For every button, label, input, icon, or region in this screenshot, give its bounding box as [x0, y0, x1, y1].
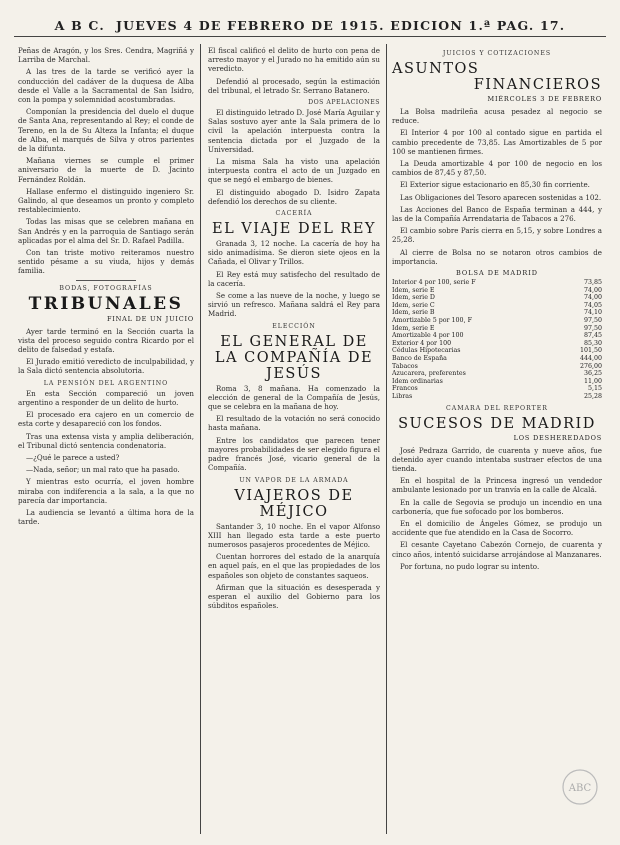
paragraph: Peñas de Aragón, y los Sres. Cendra, Magriñá y Larriba de Marchal.: [18, 46, 194, 65]
bolsa-row: [392, 309, 602, 317]
paragraph: Roma 3, 8 mañana. Ha comenzado la elección de general de la Compañía de Jesús, que se celebra en la mañana de hoy.: [208, 383, 380, 412]
bolsa-label: Idem, serie C: [392, 301, 435, 309]
column-1: [18, 46, 194, 529]
bolsa-row: [392, 363, 602, 371]
bolsa-label: Francos: [392, 385, 418, 393]
bolsa-row: [392, 370, 602, 378]
section-kicker: DOS APELACIONES: [308, 99, 380, 107]
bolsa-row: [392, 347, 602, 355]
paragraph: Y mientras esto ocurría, el joven hombre miraba con indiferencia a la sala, a la que no parecía dar importancia.: [18, 477, 194, 505]
bolsa-row: [392, 385, 602, 393]
paragraph: En el domicilio de Ángeles Gómez, se produjo un accidente que fue atendido en la Casa de Socorro.: [392, 518, 602, 538]
bolsa-label: Idem, serie B: [392, 309, 435, 317]
paragraph: Afirman que la situación es desesperada y esperan el auxilio del Gobierno para los súbditos españoles.: [208, 582, 380, 611]
bolsa-label: Idem, serie E: [392, 324, 435, 332]
financieros-headline: FINANCIEROS: [473, 77, 602, 93]
tribunales-subhead: FINAL DE UN JUICIO: [106, 314, 194, 323]
header-edition: EDICION 1.ª: [390, 18, 492, 33]
paragraph: La Bolsa madrileña acusa pesadez al negocio se reduce.: [392, 107, 602, 126]
paragraph: A las tres de la tarde se verificó ayer la conducción del cadáver de la duquesa de Alba desde el Valle a la Sacramental de San Isidro, con la pompa y solemnidad acostumbradas.: [18, 67, 194, 105]
paragraph: Todas las misas que se celebren mañana en San Andrés y en la parroquia de Santiago serán aplicadas por el alma del Sr. D. Rafael Padilla.: [18, 217, 194, 245]
page-header: [0, 18, 620, 33]
bolsa-label: Amortizable 5 por 100, F: [392, 317, 472, 325]
bolsa-value: 25,28: [583, 392, 602, 400]
bolsa-row: [392, 294, 602, 302]
paragraph: Las Obligaciones del Tesoro aparecen sostenidas a 102.: [400, 192, 602, 202]
general-headline: EL GENERAL DE LA COMPAÑÍA DE JESÚS: [214, 333, 374, 382]
paragraph: El Interior 4 por 100 al contado sigue en partida el cambio precedente de 73,85. Las Amortizables de 5 por 100 se mantienen firmes.: [392, 128, 602, 156]
header-rule: [14, 36, 606, 37]
header-date: JUEVES 4 DE FEBRERO DE 1915.: [116, 18, 385, 33]
paragraph: El distinguido letrado D. José María Aguilar y Salas sostuvo ayer ante la Sala primera de lo civil la apelación interpuesta contra la sentencia dictada por el Juzgado de la Universidad.: [208, 108, 380, 154]
paragraph: El Exterior sigue estacionario en 85,30 fin corriente.: [400, 180, 590, 190]
bolsa-value: 87,45: [583, 332, 602, 340]
section-kicker: JUICIOS Y COTIZACIONES: [442, 50, 552, 57]
paragraph: El cesante Cayetano Cabezón Cornejo, de cuarenta y cinco años, intentó suicidarse arrojándose al Manzanares.: [392, 540, 602, 559]
paragraph: Cuentan horrores del estado de la anarquía en aquel país, en el que las propiedades de los españoles son objeto de constantes saqueos.: [208, 552, 380, 580]
bolsa-label: Azucarera, preferentes: [392, 370, 466, 378]
paragraph: Se come a las nueve de la noche, y luego se sirvió un refresco. Mañana saldrá el Rey para Madrid.: [208, 291, 380, 319]
paragraph: El fiscal calificó el delito de hurto con pena de arresto mayor y el Jurado no ha emitido aún su veredicto.: [208, 46, 380, 74]
paragraph: La misma Sala ha visto una apelación interpuesta contra el acto de un Juzgado en que se negó el embargo de bienes.: [208, 157, 380, 185]
bolsa-value: 101,50: [579, 347, 602, 355]
column-divider-1: [200, 44, 201, 834]
section-kicker: ELECCIÓN: [272, 322, 316, 330]
tribunales-headline: TRIBUNALES: [28, 293, 184, 314]
bolsa-title: BOLSA DE MADRID: [455, 269, 538, 278]
sucesos-headline: SUCESOS DE MADRID: [398, 415, 596, 432]
paragraph: Granada 3, 12 noche. La cacería de hoy ha sido animadísima. Se dieron siete ojeos en la Cañada, el Olivar y Trillos.: [208, 239, 380, 267]
bolsa-label: Cédulas Hipotecarias: [392, 347, 461, 355]
header-page: PAG. 17.: [496, 18, 566, 33]
paragraph: El Jurado emitió veredicto de inculpabilidad, y la Sala dictó sentencia absolutoria.: [18, 357, 194, 376]
paragraph: Hallase enfermo el distinguido ingeniero Sr. Galindo, al que deseamos un pronto y completo restablecimiento.: [18, 186, 194, 215]
paragraph: Santander 3, 10 noche. En el vapor Alfonso XIII han llegado esta tarde a este puerto numerosos pasajeros procedentes de Méjico.: [208, 521, 380, 549]
paragraph: El distinguido abogado D. Isidro Zapata defendió los derechos de su cliente.: [208, 187, 380, 206]
masthead: A B C.: [54, 18, 105, 33]
bolsa-label: Idem ordinarias: [392, 377, 443, 385]
bolsa-value: 73,85: [583, 279, 602, 287]
bolsa-row: [392, 355, 602, 363]
paragraph: En esta Sección compareció un joven argentino a responder de un delito de hurto.: [18, 388, 194, 407]
section-kicker: LA PENSIÓN DEL ARGENTINO: [43, 379, 169, 387]
bolsa-table: [392, 279, 602, 401]
paragraph: Al cierre de Bolsa no se notaron otros cambios de importancia.: [392, 247, 602, 266]
bolsa-value: 5,15: [587, 385, 602, 393]
paragraph: José Pedraza Garrido, de cuarenta y nueve años, fue detenido ayer cuando intentaba sustraer efectos de una tienda.: [392, 445, 602, 473]
paragraph: Mañana viernes se cumple el primer aniversario de la muerte de D. Jacinto Fernández Roldán.: [18, 156, 194, 184]
column-divider-2: [386, 44, 387, 834]
bolsa-value: 74,05: [583, 301, 602, 309]
bolsa-row: [392, 287, 602, 295]
viajeros-headline: VIAJEROS DE MÉJICO: [234, 487, 354, 520]
paragraph: —Nada, señor; un mal rato que ha pasado.: [26, 465, 180, 475]
paragraph: —¿Qué le parece a usted?: [26, 452, 120, 462]
paragraph: Con tan triste motivo reiteramos nuestro sentido pésame a su viuda, hijos y demás familia.: [18, 248, 194, 276]
bolsa-label: Interior 4 por 100, serie F: [392, 279, 476, 287]
bolsa-row: [392, 325, 602, 333]
bolsa-label: Banco de España: [392, 354, 447, 362]
bolsa-row: [392, 340, 602, 348]
section-kicker: CACERÍA: [275, 210, 313, 218]
bolsa-row: [392, 393, 602, 401]
bolsa-label: Idem, serie D: [392, 294, 435, 302]
bolsa-value: 74,10: [583, 309, 602, 317]
paragraph: El resultado de la votación no será conocido hasta mañana.: [208, 414, 380, 433]
seal-text: ABC: [568, 783, 592, 794]
bolsa-value: 444,00: [579, 354, 602, 362]
bolsa-value: 97,50: [583, 324, 602, 332]
paragraph: La Deuda amortizable 4 por 100 de negocio en los cambios de 87,45 y 87,50.: [392, 159, 602, 178]
paragraph: Tras una extensa vista y amplia deliberación, el Tribunal dictó sentencia condenatoria.: [18, 431, 194, 450]
bolsa-label: Libras: [392, 392, 413, 400]
bolsa-value: 11,00: [583, 377, 602, 385]
section-kicker: BODAS, FOTOGRAFÍAS: [59, 284, 153, 292]
bolsa-value: 36,25: [583, 370, 602, 378]
section-kicker: UN VAPOR DE LA ARMADA: [239, 476, 349, 484]
paragraph: Ayer tarde terminó en la Sección cuarta la vista del proceso seguido contra Ricardo por el delito de falsedad y estafa.: [18, 326, 194, 355]
paragraph: En la calle de Segovia se produjo un incendio en una carbonería, que fue sofocado por los bomberos.: [392, 497, 602, 516]
column-3: [392, 46, 602, 574]
bolsa-label: Amortizable 4 por 100: [392, 332, 464, 340]
sucesos-subhead: LOS DESHEREDADOS: [513, 433, 602, 442]
viaje-headline: EL VIAJE DEL REY: [211, 221, 377, 238]
bolsa-value: 74,00: [583, 294, 602, 302]
asuntos-date: MIÉRCOLES 3 DE FEBRERO: [487, 95, 602, 103]
bolsa-label: Tabacos: [392, 362, 418, 370]
paragraph: En el hospital de la Princesa ingresó un vendedor ambulante lesionado por un tranvía en la calle de Alcalá.: [392, 476, 602, 495]
bolsa-value: 85,30: [583, 339, 602, 347]
paragraph: El procesado era cajero en un comercio de esta corte y desapareció con los fondos.: [18, 410, 194, 429]
bolsa-value: 74,00: [583, 286, 602, 294]
bolsa-row: [392, 302, 602, 310]
column-2: [208, 46, 380, 613]
divider: [76, 280, 136, 281]
bolsa-value: 97,50: [583, 317, 602, 325]
paragraph: Entre los candidatos que parecen tener mayores probabilidades de ser elegido figura el padre francés José, vicario general de la Compañía.: [208, 435, 380, 473]
bolsa-row: [392, 317, 602, 325]
paragraph: Defendió al procesado, según la estimación del tribunal, el letrado Sr. Serrano Batanero.: [208, 76, 380, 95]
section-kicker: CAMARA DEL REPORTER: [446, 404, 548, 412]
bolsa-row: [392, 378, 602, 386]
asuntos-headline: ASUNTOS: [392, 61, 480, 77]
paragraph: Por fortuna, no pudo lograr su intento.: [400, 561, 540, 571]
paragraph: Las Acciones del Banco de España terminan a 444, y las de la Compañía Arrendataria de Tabacos a 276.: [392, 204, 602, 224]
bolsa-value: 276,00: [579, 362, 602, 370]
seal-logo: [560, 767, 600, 807]
bolsa-label: Idem, serie E: [392, 286, 435, 294]
bolsa-row: [392, 332, 602, 340]
paragraph: El cambio sobre París cierra en 5,15, y sobre Londres a 25,28.: [392, 226, 602, 245]
paragraph: Componían la presidencia del duelo el duque de Santa Ana, representando al Rey; el conde de Tereno, en la de Su Alteza la Infanta; el duque de Alba, el marqués de Silva y otros parientes de la difunta.: [18, 107, 194, 154]
bolsa-label: Exterior 4 por 100: [392, 339, 452, 347]
paragraph: El Rey está muy satisfecho del resultado de la cacería.: [208, 269, 380, 288]
paragraph: La audiencia se levantó a última hora de la tarde.: [18, 507, 194, 527]
bolsa-row: [392, 279, 602, 287]
